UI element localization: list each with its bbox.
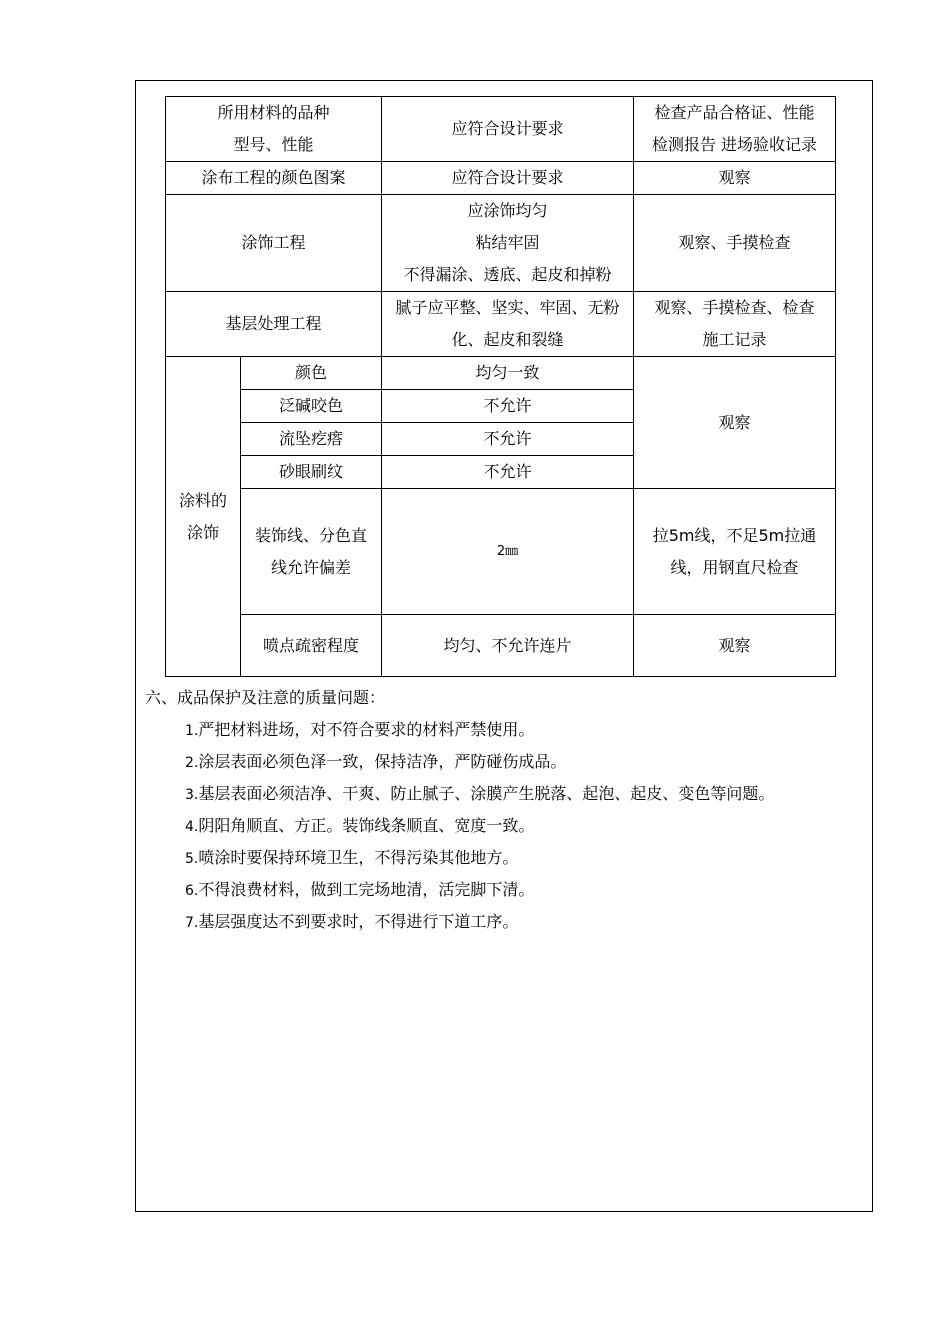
requirement-cell: 均匀、不允许连片 (382, 615, 634, 677)
method-cell: 观察 (634, 615, 836, 677)
list-item: 5.喷涂时要保持环境卫生，不得污染其他地方。 (185, 848, 519, 867)
table-row (166, 292, 836, 357)
item-cell: 涂布工程的颜色图案 (166, 162, 382, 195)
sub-item-cell: 喷点疏密程度 (241, 615, 382, 677)
table-row (166, 357, 836, 390)
quality-notes-section (145, 682, 865, 938)
table-row (166, 195, 836, 292)
list-item: 4.阴阳角顺直、方正。装饰线条顺直、宽度一致。 (185, 816, 535, 835)
requirement-cell: 均匀一致 (382, 357, 634, 390)
method-cell: 观察、手摸检查 (634, 195, 836, 292)
sub-item-cell: 颜色 (241, 357, 382, 390)
list-item: 6.不得浪费材料，做到工完场地清，活完脚下清。 (185, 880, 535, 899)
quality-inspection-table (165, 96, 836, 677)
table-row (166, 97, 836, 162)
sub-item-cell: 流坠疙瘩 (241, 423, 382, 456)
item-cell: 所用材料的品种 型号、性能 (166, 97, 382, 162)
table-row (166, 615, 836, 677)
requirement-cell: 2㎜ (382, 489, 634, 615)
item-cell: 基层处理工程 (166, 292, 382, 357)
sub-item-cell: 装饰线、分色直 线允许偏差 (241, 489, 382, 615)
requirement-cell: 腻子应平整、坚实、牢固、无粉 化、起皮和裂缝 (382, 292, 634, 357)
list-item: 1.严把材料进场，对不符合要求的材料严禁使用。 (185, 720, 535, 739)
sub-item-cell: 砂眼刷纹 (241, 456, 382, 489)
method-cell: 观察 (634, 162, 836, 195)
method-cell: 观察、手摸检查、检查 施工记录 (634, 292, 836, 357)
method-cell: 检查产品合格证、性能 检测报告 进场验收记录 (634, 97, 836, 162)
requirement-cell: 应符合设计要求 (382, 162, 634, 195)
table-row (166, 162, 836, 195)
requirement-cell: 不允许 (382, 423, 634, 456)
list-item: 7.基层强度达不到要求时，不得进行下道工序。 (185, 912, 519, 931)
method-cell: 拉5m线，不足5m拉通 线，用钢直尺检查 (634, 489, 836, 615)
section-heading: 六、成品保护及注意的质量问题： (145, 688, 386, 707)
table-row (166, 489, 836, 615)
list-item: 3.基层表面必须洁净、干爽、防止腻子、涂膜产生脱落、起泡、起皮、变色等问题。 (185, 784, 775, 803)
sub-item-cell: 泛碱咬色 (241, 390, 382, 423)
requirement-cell: 不允许 (382, 390, 634, 423)
item-cell: 涂饰工程 (166, 195, 382, 292)
requirement-cell: 应符合设计要求 (382, 97, 634, 162)
requirement-cell: 应涂饰均匀 粘结牢固 不得漏涂、透底、起皮和掉粉 (382, 195, 634, 292)
requirement-cell: 不允许 (382, 456, 634, 489)
method-cell: 观察 (634, 357, 836, 489)
group-label-cell: 涂料的 涂饰 (166, 357, 241, 677)
list-item: 2.涂层表面必须色泽一致，保持洁净，严防碰伤成品。 (185, 752, 567, 771)
